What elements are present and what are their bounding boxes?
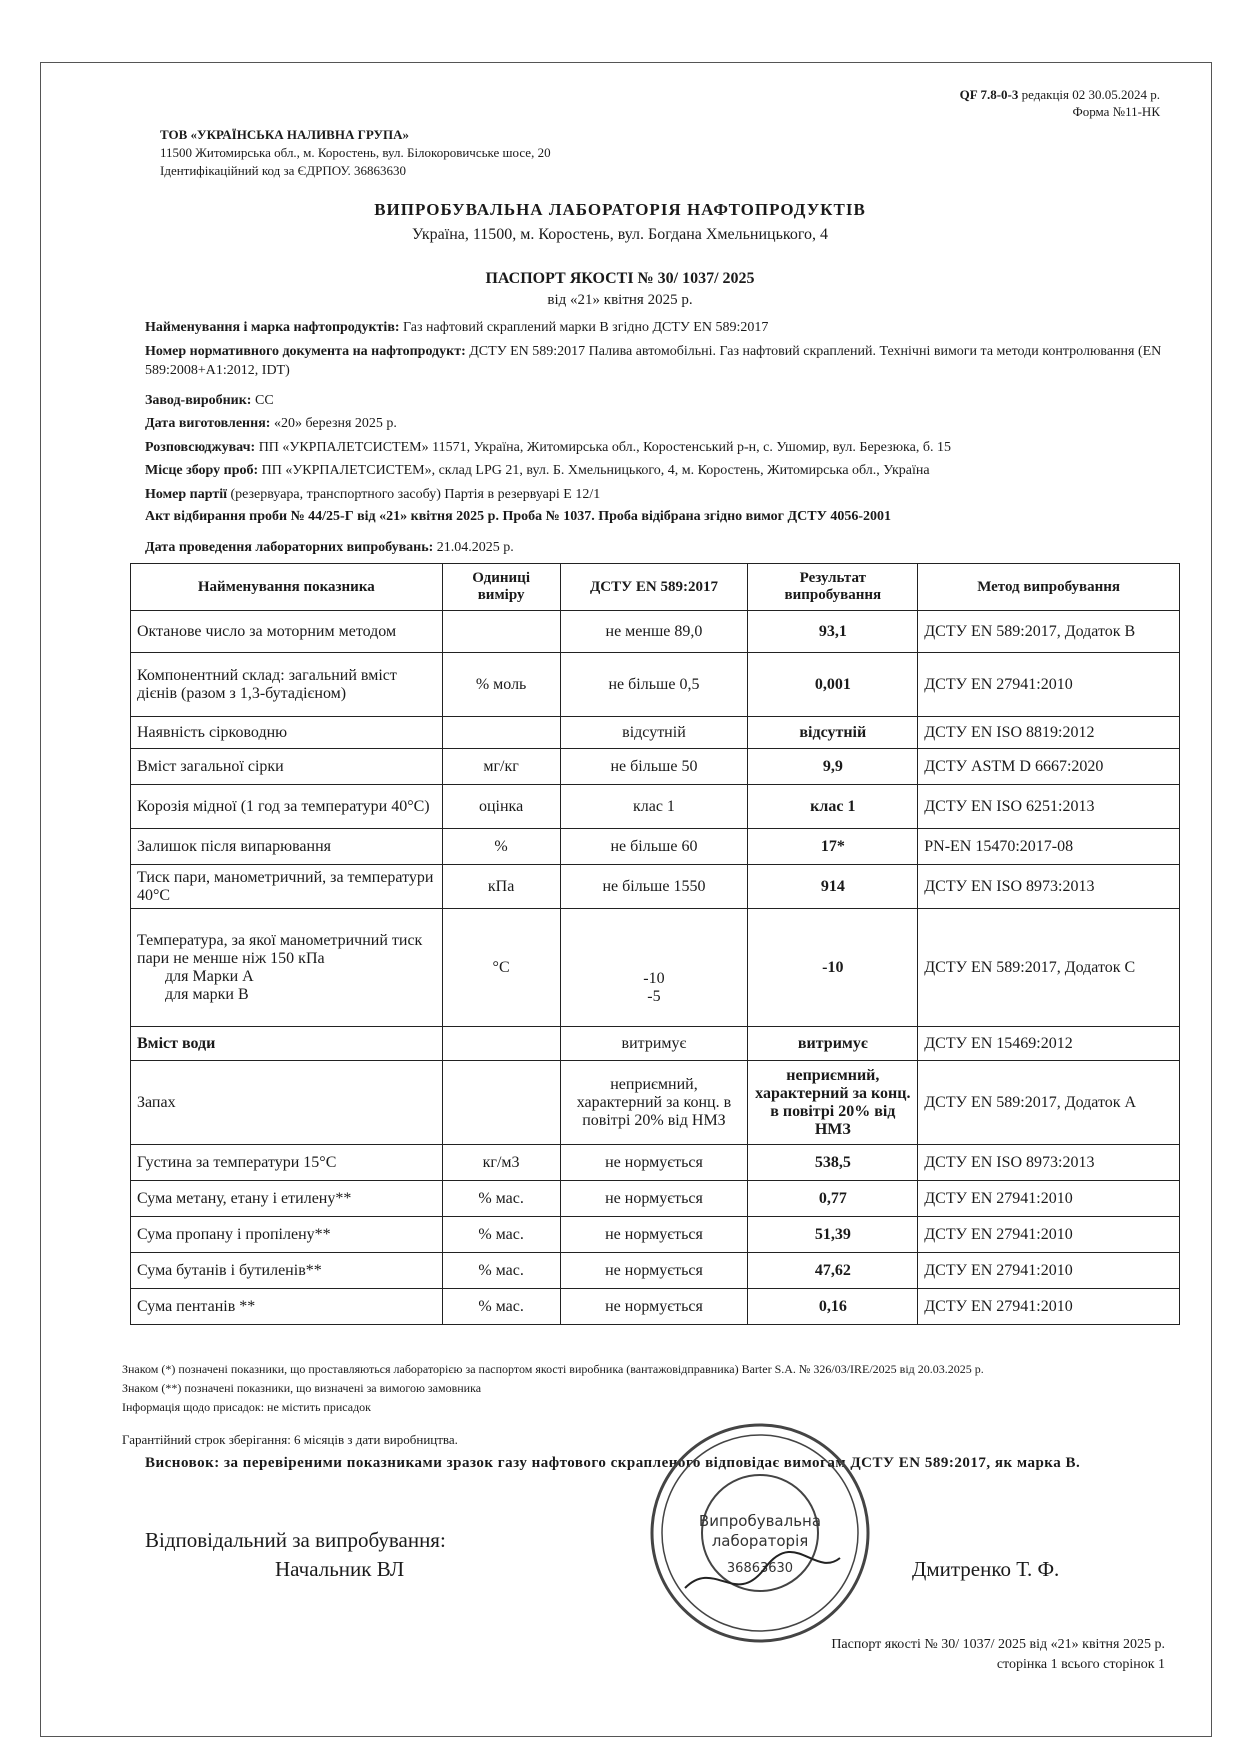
result: 47,62 bbox=[748, 1253, 918, 1289]
indicator-name: Густина за температури 15°С bbox=[131, 1145, 443, 1181]
unit: % мас. bbox=[442, 1181, 560, 1217]
method: ДСТУ EN 589:2017, Додаток В bbox=[918, 611, 1180, 653]
norm: витримує bbox=[560, 1027, 748, 1061]
table-row bbox=[131, 865, 1180, 909]
table-row bbox=[131, 785, 1180, 829]
method: ДСТУ EN 589:2017, Додаток С bbox=[918, 909, 1180, 1027]
header-indicator: Найменування показника bbox=[131, 564, 443, 611]
footnotes bbox=[122, 1360, 984, 1417]
table-row bbox=[131, 1027, 1180, 1061]
info-distributor bbox=[145, 438, 1175, 457]
warranty-note: Гарантійний строк зберігання: 6 місяців з дати виробництва. bbox=[122, 1432, 458, 1447]
indicator-name: Октанове число за моторним методом bbox=[131, 611, 443, 653]
info-sampling-place bbox=[145, 461, 1175, 480]
table-row bbox=[131, 1289, 1180, 1325]
table-row bbox=[131, 611, 1180, 653]
plant-label: Завод-виробник: bbox=[145, 393, 252, 408]
form-revision: редакція 02 30.05.2024 р. bbox=[1021, 87, 1160, 102]
sampling-place-value: ПП «УКРПАЛЕТСИСТЕМ», склад LPG 21, вул. Б. Хмельницького, 4, м. Коростень, Житомирська обл., Україна bbox=[261, 463, 930, 478]
stamp-code: 36863630 bbox=[726, 1561, 794, 1576]
norm: не нормується bbox=[560, 1289, 748, 1325]
unit bbox=[442, 1061, 560, 1145]
lab-stamp bbox=[645, 1418, 875, 1648]
test-date-label: Дата проведення лабораторних випробувань: bbox=[145, 540, 434, 555]
result: 17* bbox=[748, 829, 918, 865]
table-row bbox=[131, 909, 1180, 1027]
company-address: 11500 Житомирська обл., м. Коростень, вул. Білокоровичське шосе, 20 bbox=[160, 145, 551, 160]
info-batch bbox=[145, 485, 1175, 504]
result: 0,001 bbox=[748, 653, 918, 717]
result: 538,5 bbox=[748, 1145, 918, 1181]
indicator-name: Сума пентанів ** bbox=[131, 1289, 443, 1325]
company-edrpou: Ідентифікаційний код за ЄДРПОУ. 36863630 bbox=[160, 163, 406, 178]
footnote-double-asterisk: Знаком (**) позначені показники, що визначені за вимогою замовника bbox=[122, 1381, 482, 1395]
batch-label: Номер партії bbox=[145, 487, 227, 502]
stamp-line2: лабораторія bbox=[711, 1532, 809, 1550]
unit bbox=[442, 1027, 560, 1061]
normative-label: Номер нормативного документа на нафтопродукт: bbox=[145, 344, 466, 359]
form-code: QF 7.8-0-3 bbox=[959, 87, 1019, 102]
indicator-name: Сума бутанів і бутиленів** bbox=[131, 1253, 443, 1289]
unit: % мас. bbox=[442, 1217, 560, 1253]
indicator-name: Вміст води bbox=[131, 1027, 443, 1061]
info-made-date bbox=[145, 414, 1175, 433]
unit: % моль bbox=[442, 653, 560, 717]
info-normative bbox=[145, 342, 1175, 380]
table-row bbox=[131, 653, 1180, 717]
method: ДСТУ EN ISO 8973:2013 bbox=[918, 865, 1180, 909]
unit: оцінка bbox=[442, 785, 560, 829]
unit bbox=[442, 717, 560, 749]
unit: °С bbox=[442, 909, 560, 1027]
table-header-row bbox=[131, 564, 1180, 611]
unit: % bbox=[442, 829, 560, 865]
product-value: Газ нафтовий скраплений марки В згідно ДСТУ EN 589:2017 bbox=[403, 320, 769, 335]
method: ДСТУ EN 589:2017, Додаток А bbox=[918, 1061, 1180, 1145]
method: ДСТУ EN ISO 6251:2013 bbox=[918, 785, 1180, 829]
indicator-name: Сума метану, етану і етилену** bbox=[131, 1181, 443, 1217]
made-date-value: «20» березня 2025 р. bbox=[273, 416, 397, 431]
method: ДСТУ EN 27941:2010 bbox=[918, 1289, 1180, 1325]
table-row bbox=[131, 1217, 1180, 1253]
indicator-name: Вміст загальної сірки bbox=[131, 749, 443, 785]
made-date-label: Дата виготовлення: bbox=[145, 416, 271, 431]
norm-grade-b: -5 bbox=[647, 987, 661, 1005]
unit: % мас. bbox=[442, 1253, 560, 1289]
method: ДСТУ EN 27941:2010 bbox=[918, 1181, 1180, 1217]
method: ДСТУ EN 27941:2010 bbox=[918, 653, 1180, 717]
method: PN-EN 15470:2017-08 bbox=[918, 829, 1180, 865]
table-row bbox=[131, 829, 1180, 865]
distributor-label: Розповсюджувач: bbox=[145, 440, 256, 455]
header-unit: Одиниці виміру bbox=[442, 564, 560, 611]
norm bbox=[560, 909, 748, 1027]
norm: не більше 1550 bbox=[560, 865, 748, 909]
indicator-name: Наявність сірководню bbox=[131, 717, 443, 749]
indicator-name: Сума пропану і пропілену** bbox=[131, 1217, 443, 1253]
norm: не нормується bbox=[560, 1217, 748, 1253]
unit: кг/м3 bbox=[442, 1145, 560, 1181]
batch-value: Партія в резервуарі Е 12/1 bbox=[444, 487, 601, 502]
norm: не більше 60 bbox=[560, 829, 748, 865]
table-row bbox=[131, 1145, 1180, 1181]
method: ДСТУ EN ISO 8973:2013 bbox=[918, 1145, 1180, 1181]
result: неприємний, характерний за конц. в повітрі 20% від НМЗ bbox=[748, 1061, 918, 1145]
passport-date: від «21» квітня 2025 р. bbox=[547, 292, 693, 308]
indicator-name: Залишок після випарювання bbox=[131, 829, 443, 865]
passport-title: ПАСПОРТ ЯКОСТІ № 30/ 1037/ 2025 bbox=[485, 270, 755, 287]
norm: неприємний, характерний за конц. в повітрі 20% від НМЗ bbox=[560, 1061, 748, 1145]
indicator-main-text: Температура, за якої манометричний тиск пари не менше ніж 150 кПа bbox=[137, 931, 423, 967]
unit: мг/кг bbox=[442, 749, 560, 785]
indicator-name: Компонентний склад: загальний вміст дієнів (разом з 1,3-бутадієном) bbox=[131, 653, 443, 717]
norm: не нормується bbox=[560, 1145, 748, 1181]
info-product bbox=[145, 318, 1175, 337]
lab-address: Україна, 11500, м. Коростень, вул. Богдана Хмельницького, 4 bbox=[411, 226, 829, 243]
distributor-value: ПП «УКРПАЛЕТСИСТЕМ» 11571, Україна, Житомирська обл., Коростенський р-н, с. Ушомир, вул. Березюка, б. 15 bbox=[258, 440, 951, 455]
normative-value: ДСТУ EN 589:2017 Палива автомобільні. Газ нафтовий скраплений. Технічні вимоги та методи контролювання (EN 589:2008+A1:2012, IDT) bbox=[145, 344, 1162, 378]
footnote-asterisk: Знаком (*) позначені показники, що проставляються лабораторією за паспортом якості виробника (вантажовідправника) Barter S.A. № 326/03/IRE/2025 від 20.03.2025 р. bbox=[122, 1362, 984, 1376]
norm: не більше 0,5 bbox=[560, 653, 748, 717]
norm-grade-a: -10 bbox=[643, 969, 665, 987]
responsible-position: Начальник ВЛ bbox=[275, 1557, 405, 1581]
unit: % мас. bbox=[442, 1289, 560, 1325]
table-row bbox=[131, 1253, 1180, 1289]
indicator-name: Запах bbox=[131, 1061, 443, 1145]
test-date-value: 21.04.2025 р. bbox=[436, 540, 514, 555]
result: 0,16 bbox=[748, 1289, 918, 1325]
results-table bbox=[130, 563, 1180, 1325]
indicator-name: Корозія мідної (1 год за температури 40°С) bbox=[131, 785, 443, 829]
indicator-sub-a: для Марки А bbox=[165, 967, 254, 985]
footer-passport-ref: Паспорт якості № 30/ 1037/ 2025 від «21» квітня 2025 р. bbox=[831, 1637, 1165, 1652]
table-row bbox=[131, 749, 1180, 785]
method: ДСТУ ASTM D 6667:2020 bbox=[918, 749, 1180, 785]
result: витримує bbox=[748, 1027, 918, 1061]
result: 93,1 bbox=[748, 611, 918, 653]
norm: не нормується bbox=[560, 1181, 748, 1217]
method: ДСТУ EN ISO 8819:2012 bbox=[918, 717, 1180, 749]
product-label: Найменування і марка нафтопродуктів: bbox=[145, 320, 400, 335]
result: клас 1 bbox=[748, 785, 918, 829]
unit bbox=[442, 611, 560, 653]
act-label: Акт відбирання проби bbox=[145, 509, 288, 524]
norm: не більше 50 bbox=[560, 749, 748, 785]
info-test-date bbox=[145, 538, 1175, 557]
result: 914 bbox=[748, 865, 918, 909]
table-row bbox=[131, 717, 1180, 749]
stamp-line1: Випробувальна bbox=[698, 1512, 822, 1530]
responsible-label: Відповідальний за випробування: bbox=[145, 1528, 446, 1552]
unit: кПа bbox=[442, 865, 560, 909]
batch-note: (резервуара, транспортного засобу) bbox=[230, 487, 441, 502]
header-method: Метод випробування bbox=[918, 564, 1180, 611]
table-row bbox=[131, 1061, 1180, 1145]
result: 51,39 bbox=[748, 1217, 918, 1253]
signer-name: Дмитренко Т. Ф. bbox=[912, 1557, 1060, 1581]
plant-value: СС bbox=[254, 393, 274, 408]
indicator-sub-b: для марки В bbox=[165, 985, 249, 1003]
footnote-additives: Інформація щодо присадок: не містить присадок bbox=[122, 1400, 371, 1414]
method: ДСТУ EN 15469:2012 bbox=[918, 1027, 1180, 1061]
act-value: № 44/25-Г від «21» квітня 2025 р. Проба № 1037. Проба відібрана згідно вимог ДСТУ 4056-2001 bbox=[290, 509, 892, 524]
form-reference bbox=[960, 86, 1160, 120]
result: -10 bbox=[748, 909, 918, 1027]
footer-page-count: сторінка 1 всього сторінок 1 bbox=[996, 1657, 1165, 1672]
lab-name: ВИПРОБУВАЛЬНА ЛАБОРАТОРІЯ НАФТОПРОДУКТІВ bbox=[374, 200, 866, 219]
header-result: Результат випробування bbox=[748, 564, 918, 611]
norm: клас 1 bbox=[560, 785, 748, 829]
method: ДСТУ EN 27941:2010 bbox=[918, 1253, 1180, 1289]
indicator-name bbox=[131, 909, 443, 1027]
company-name: ТОВ «УКРАЇНСЬКА НАЛИВНА ГРУПА» bbox=[160, 127, 410, 142]
norm: не нормується bbox=[560, 1253, 748, 1289]
conclusion: Висновок: за перевіреними показниками зразок газу нафтового скрапленого відповідає вимогам ДСТУ EN 589:2017, як марка В. bbox=[145, 1455, 1081, 1471]
norm: відсутній bbox=[560, 717, 748, 749]
result: 9,9 bbox=[748, 749, 918, 785]
norm: не менше 89,0 bbox=[560, 611, 748, 653]
form-number: Форма №11-НК bbox=[1072, 104, 1160, 119]
header-norm: ДСТУ EN 589:2017 bbox=[560, 564, 748, 611]
info-act bbox=[145, 507, 1175, 526]
indicator-name: Тиск пари, манометричний, за температури 40°С bbox=[131, 865, 443, 909]
sampling-place-label: Місце збору проб: bbox=[145, 463, 259, 478]
info-plant bbox=[145, 391, 1175, 410]
company-block bbox=[160, 126, 551, 180]
table-row bbox=[131, 1181, 1180, 1217]
result: відсутній bbox=[748, 717, 918, 749]
page-footer bbox=[831, 1635, 1165, 1675]
result: 0,77 bbox=[748, 1181, 918, 1217]
method: ДСТУ EN 27941:2010 bbox=[918, 1217, 1180, 1253]
